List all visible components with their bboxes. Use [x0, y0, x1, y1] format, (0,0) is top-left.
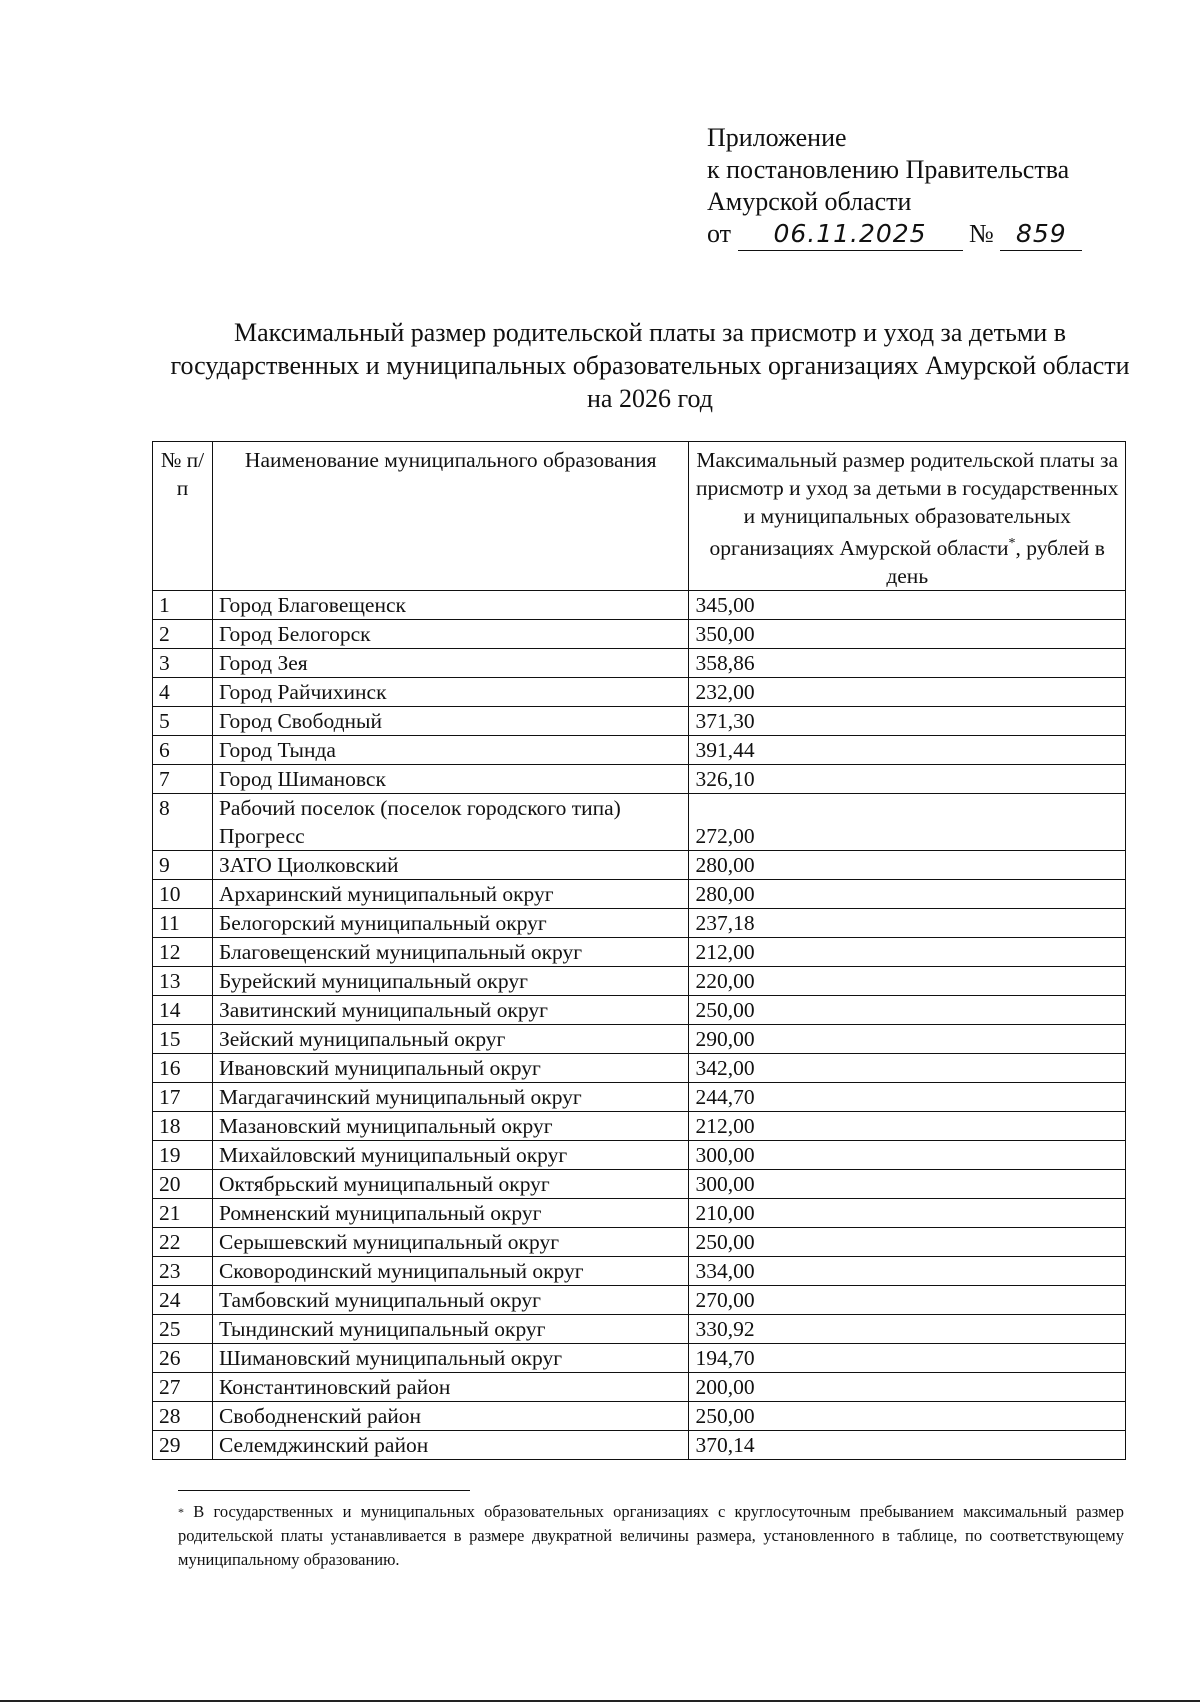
- table-row: [153, 736, 1126, 765]
- row-municipality: ЗАТО Циолковский: [212, 851, 689, 880]
- row-municipality: Константиновский район: [212, 1373, 689, 1402]
- footnote-mark: *: [178, 1505, 184, 1519]
- handwritten-date: 06.11.2025: [738, 218, 963, 251]
- row-number: 16: [153, 1054, 213, 1083]
- row-number: 3: [153, 649, 213, 678]
- row-municipality: Шимановский муниципальный округ: [212, 1344, 689, 1373]
- table-row: [153, 1286, 1126, 1315]
- row-number: 5: [153, 707, 213, 736]
- row-number: 14: [153, 996, 213, 1025]
- row-municipality: Завитинский муниципальный округ: [212, 996, 689, 1025]
- footnote-text: В государственных и муниципальных образовательных организациях с круглосуточным пребыванием максимальный размер родительской платы устанавливается в размере двукратной величины размера, установленного в таблице, по соответствующему муниципальному образованию.: [178, 1502, 1125, 1569]
- row-municipality: Город Свободный: [212, 707, 689, 736]
- table-row: [153, 1170, 1126, 1199]
- row-municipality: Город Зея: [212, 649, 689, 678]
- row-fee-value: 250,00: [689, 1402, 1126, 1431]
- row-fee-value: 330,92: [689, 1315, 1126, 1344]
- row-fee-value: 300,00: [689, 1141, 1126, 1170]
- row-municipality: Селемджинский район: [212, 1431, 689, 1460]
- row-fee-value: 300,00: [689, 1170, 1126, 1199]
- scan-edge-line: [0, 1700, 1200, 1702]
- fee-table: [152, 441, 1126, 1460]
- header-max-fee-unit: , рублей в день: [886, 536, 1105, 589]
- row-number: 20: [153, 1170, 213, 1199]
- row-fee-value: 212,00: [689, 1112, 1126, 1141]
- header-footnote-mark: *: [1008, 536, 1016, 551]
- table-row: [153, 1373, 1126, 1402]
- footnote-divider: [178, 1490, 470, 1491]
- row-fee-value: 370,14: [689, 1431, 1126, 1460]
- row-municipality: Город Белогорск: [212, 620, 689, 649]
- row-fee-value: 342,00: [689, 1054, 1126, 1083]
- row-municipality: Свободненский район: [212, 1402, 689, 1431]
- table-row: [153, 967, 1126, 996]
- table-row: [153, 1083, 1126, 1112]
- row-fee-value: 244,70: [689, 1083, 1126, 1112]
- table-row: [153, 909, 1126, 938]
- row-number: 4: [153, 678, 213, 707]
- row-municipality: Ромненский муниципальный округ: [212, 1199, 689, 1228]
- table-row: [153, 1054, 1126, 1083]
- row-number: 2: [153, 620, 213, 649]
- table-row: [153, 938, 1126, 967]
- row-number: 17: [153, 1083, 213, 1112]
- row-municipality: Серышевский муниципальный округ: [212, 1228, 689, 1257]
- row-municipality: Сковородинский муниципальный округ: [212, 1257, 689, 1286]
- row-fee-value: 237,18: [689, 909, 1126, 938]
- row-municipality: Ивановский муниципальный округ: [212, 1054, 689, 1083]
- table-row: [153, 880, 1126, 909]
- table-row: [153, 1228, 1126, 1257]
- row-fee-value: 280,00: [689, 880, 1126, 909]
- row-municipality: Зейский муниципальный округ: [212, 1025, 689, 1054]
- row-fee-value: 290,00: [689, 1025, 1126, 1054]
- row-municipality: Рабочий поселок (поселок городского типа) Прогресс: [212, 794, 689, 851]
- row-fee-value: 210,00: [689, 1199, 1126, 1228]
- row-municipality: Мазановский муниципальный округ: [212, 1112, 689, 1141]
- row-number: 28: [153, 1402, 213, 1431]
- appendix-line-resolution: к постановлению Правительства: [707, 155, 1070, 184]
- header-number: № п/п: [153, 442, 213, 591]
- appendix-title: Приложение: [707, 123, 847, 152]
- row-fee-value: 326,10: [689, 765, 1126, 794]
- from-label: от: [707, 219, 732, 248]
- row-fee-value: 220,00: [689, 967, 1126, 996]
- table-row: [153, 1112, 1126, 1141]
- row-municipality: Благовещенский муниципальный округ: [212, 938, 689, 967]
- row-number: 26: [153, 1344, 213, 1373]
- row-municipality: Октябрьский муниципальный округ: [212, 1170, 689, 1199]
- table-row: [153, 1402, 1126, 1431]
- row-fee-value: 200,00: [689, 1373, 1126, 1402]
- row-fee-value: 194,70: [689, 1344, 1126, 1373]
- row-number: 12: [153, 938, 213, 967]
- row-municipality: Тамбовский муниципальный округ: [212, 1286, 689, 1315]
- row-fee-value: 345,00: [689, 591, 1126, 620]
- row-number: 23: [153, 1257, 213, 1286]
- row-fee-value: 358,86: [689, 649, 1126, 678]
- row-number: 24: [153, 1286, 213, 1315]
- row-fee-value: 272,00: [689, 794, 1126, 851]
- row-municipality: Михайловский муниципальный округ: [212, 1141, 689, 1170]
- table-row: [153, 851, 1126, 880]
- table-row: [153, 591, 1126, 620]
- table-row: [153, 1315, 1126, 1344]
- table-row: [153, 1199, 1126, 1228]
- table-row: [153, 620, 1126, 649]
- row-fee-value: 371,30: [689, 707, 1126, 736]
- table-row: [153, 678, 1126, 707]
- footnote: [178, 1500, 1124, 1572]
- row-municipality: Город Райчихинск: [212, 678, 689, 707]
- row-number: 19: [153, 1141, 213, 1170]
- row-municipality: Магдагачинский муниципальный округ: [212, 1083, 689, 1112]
- row-municipality: Тындинский муниципальный округ: [212, 1315, 689, 1344]
- row-municipality: Город Благовещенск: [212, 591, 689, 620]
- table-row: [153, 1141, 1126, 1170]
- row-number: 15: [153, 1025, 213, 1054]
- row-number: 7: [153, 765, 213, 794]
- table-row: [153, 1257, 1126, 1286]
- appendix-date-line: [707, 218, 1082, 251]
- row-number: 8: [153, 794, 213, 851]
- row-number: 6: [153, 736, 213, 765]
- row-fee-value: 212,00: [689, 938, 1126, 967]
- row-municipality: Белогорский муниципальный округ: [212, 909, 689, 938]
- table-row: [153, 1431, 1126, 1460]
- header-municipality: Наименование муниципального образования: [212, 442, 689, 591]
- row-number: 1: [153, 591, 213, 620]
- row-number: 11: [153, 909, 213, 938]
- row-number: 29: [153, 1431, 213, 1460]
- row-municipality: Архаринский муниципальный округ: [212, 880, 689, 909]
- row-fee-value: 280,00: [689, 851, 1126, 880]
- row-municipality: Город Тында: [212, 736, 689, 765]
- row-number: 22: [153, 1228, 213, 1257]
- row-fee-value: 250,00: [689, 996, 1126, 1025]
- handwritten-number: 859: [1000, 218, 1082, 251]
- row-fee-value: 232,00: [689, 678, 1126, 707]
- appendix-block: [707, 122, 1082, 251]
- row-number: 18: [153, 1112, 213, 1141]
- appendix-line-region: Амурской области: [707, 187, 912, 216]
- row-number: 25: [153, 1315, 213, 1344]
- table-row: [153, 1344, 1126, 1373]
- row-number: 27: [153, 1373, 213, 1402]
- row-number: 9: [153, 851, 213, 880]
- row-municipality: Бурейский муниципальный округ: [212, 967, 689, 996]
- document-title: Максимальный размер родительской платы за присмотр и уход за детьми в государственных и муниципальных образовательных организациях Амурской области на 2026 год: [170, 318, 1130, 413]
- row-fee-value: 334,00: [689, 1257, 1126, 1286]
- table-row: [153, 996, 1126, 1025]
- row-fee-value: 250,00: [689, 1228, 1126, 1257]
- table-row: [153, 1025, 1126, 1054]
- table-row: [153, 794, 1126, 851]
- number-label: №: [969, 219, 994, 248]
- table-header-row: [153, 442, 1126, 591]
- table-row: [153, 707, 1126, 736]
- header-max-fee-text: Максимальный размер родительской платы за присмотр и уход за детьми в государственных и муниципальных образовательных организациях Амурской области: [696, 448, 1119, 561]
- row-fee-value: 391,44: [689, 736, 1126, 765]
- header-max-fee: [689, 442, 1126, 591]
- row-number: 10: [153, 880, 213, 909]
- row-number: 21: [153, 1199, 213, 1228]
- row-fee-value: 350,00: [689, 620, 1126, 649]
- table-row: [153, 765, 1126, 794]
- row-fee-value: 270,00: [689, 1286, 1126, 1315]
- row-municipality: Город Шимановск: [212, 765, 689, 794]
- row-number: 13: [153, 967, 213, 996]
- table-row: [153, 649, 1126, 678]
